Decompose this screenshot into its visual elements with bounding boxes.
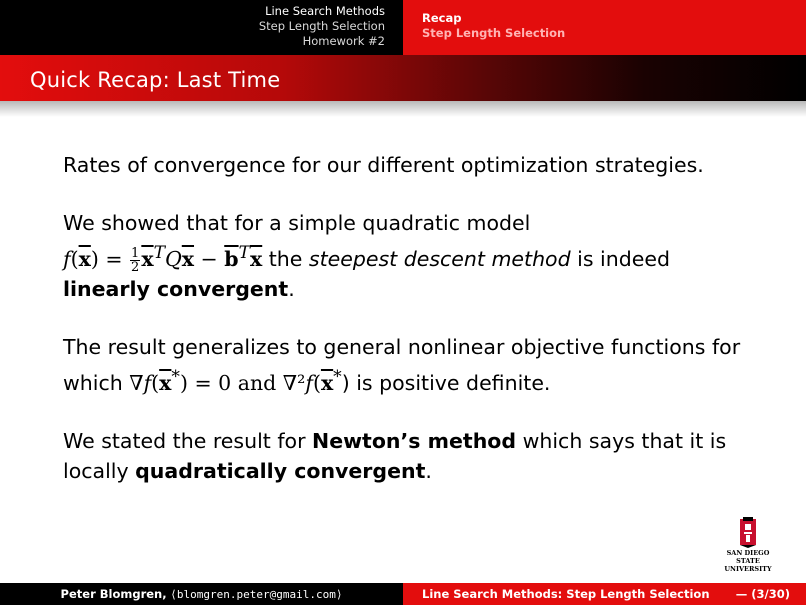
author-name: Peter Blomgren, [60, 587, 167, 601]
paragraph-quadratic: We showed that for a simple quadratic model $f(\overline{x})$ = $\frac{1}{2}$ $\overline{x}^TQ\overline{x} - \overline{b}^T\overline{x}$ the steepest descent method is indeed linearly convergent. [63, 211, 670, 301]
frame-title: Quick Recap: Last Time [30, 68, 281, 92]
footer [0, 583, 806, 605]
sdsu-logo [718, 515, 778, 573]
header-navigation [0, 0, 806, 55]
rates-text: Rates of convergence for our different optimization strategies. [63, 153, 704, 177]
steepest-descent-term: steepest descent method [308, 246, 571, 271]
nav-subsection-step-length[interactable]: Step Length Selection [422, 26, 566, 40]
section-nav [0, 0, 403, 55]
quadratic-formula: $f(\overline{x})$ = $\frac{1}{2}$ $\overline{x}^TQ\overline{x} - \overline{b}^T\overline{x}$ [63, 243, 263, 275]
talk-title: Line Search Methods: Step Length Selection [422, 587, 710, 601]
footer-title [403, 583, 806, 605]
nav-section-step-length[interactable]: Step Length Selection [258, 19, 385, 33]
logo-line-1: SAN DIEGO STATE [726, 549, 770, 565]
newton-method-term: Newton’s method [312, 428, 517, 453]
gradient-condition: $\nabla f(\overline{x}^*) = 0$ and [129, 366, 283, 395]
quadratic-convergence-term: quadratically convergent [135, 458, 426, 483]
nav-subsection-recap[interactable]: Recap [422, 11, 462, 25]
subsection-nav [403, 0, 806, 55]
paragraph-rates [63, 150, 743, 180]
page-number: — (3/30) [735, 587, 790, 601]
footer-author [0, 583, 403, 605]
logo-line-2: UNIVERSITY [724, 565, 772, 573]
nav-section-homework[interactable]: Homework #2 [302, 34, 385, 48]
paragraph-newton: We stated the result for Newton’s method which says that it is locally quadratically convergent. [63, 428, 727, 483]
quadratic-intro: We showed that for a simple quadratic model [63, 211, 531, 235]
hessian-condition: $\nabla^2f(\overline{x}^*$ [282, 366, 342, 395]
sdsu-shield-icon [718, 515, 778, 549]
frame-title-bar [0, 55, 806, 101]
linear-convergence-term: linearly convergent [63, 276, 289, 301]
paragraph-generalization: The result generalizes to general nonlinear objective functions for which $\nabla f(\overline{x}^*) = 0$ and $\nabla^2f(\overline{x}^*)$ is positive definite. [63, 334, 741, 395]
slide-content [63, 150, 743, 514]
nav-section-line-search[interactable]: Line Search Methods [265, 4, 385, 18]
author-email: ⟨blomgren.peter@gmail.com⟩ [170, 588, 343, 601]
